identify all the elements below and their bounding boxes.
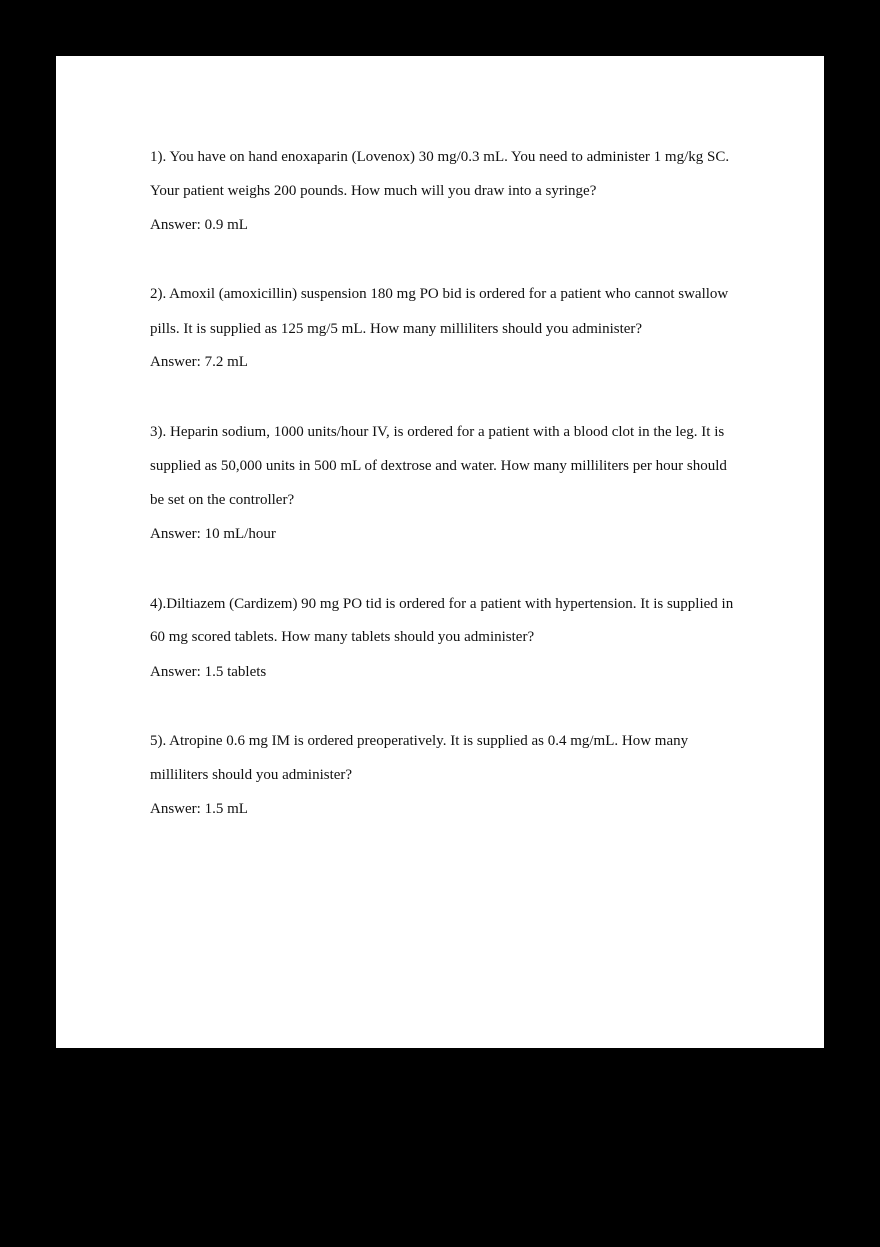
question-1-answer: Answer: 0.9 mL (150, 217, 248, 233)
question-2-answer: Answer: 7.2 mL (150, 354, 248, 370)
question-1-line-2: Your patient weighs 200 pounds. How much will you draw into a syringe? (150, 183, 597, 199)
question-1-line-1: 1). You have on hand enoxaparin (Lovenox) 30 mg/0.3 mL. You need to administer 1 mg/kg SC. (150, 149, 730, 165)
question-4-line-1: 4).Diltiazem (Cardizem) 90 mg PO tid is ordered for a patient with hypertension. It is supplied in (150, 596, 734, 612)
question-5-answer: Answer: 1.5 mL (150, 801, 248, 817)
question-3-answer: Answer: 10 mL/hour (150, 526, 276, 542)
question-5-line-1: 5). Atropine 0.6 mg IM is ordered preoperatively. It is supplied as 0.4 mg/mL. How many (150, 733, 689, 749)
question-3-line-3: be set on the controller? (150, 492, 295, 508)
question-5-line-2: milliliters should you administer? (150, 767, 353, 783)
question-2-line-2: pills. It is supplied as 125 mg/5 mL. How many milliliters should you administer? (150, 321, 643, 337)
question-3-line-2: supplied as 50,000 units in 500 mL of dextrose and water. How many milliliters per hour should (150, 458, 727, 474)
question-2-line-1: 2). Amoxil (amoxicillin) suspension 180 mg PO bid is ordered for a patient who cannot swallow (150, 286, 729, 302)
document-page (56, 56, 824, 1048)
question-4-answer: Answer: 1.5 tablets (150, 664, 267, 680)
question-3-line-1: 3). Heparin sodium, 1000 units/hour IV, is ordered for a patient with a blood clot in the leg. It is (150, 424, 725, 440)
question-4-line-2: 60 mg scored tablets. How many tablets should you administer? (150, 629, 535, 645)
